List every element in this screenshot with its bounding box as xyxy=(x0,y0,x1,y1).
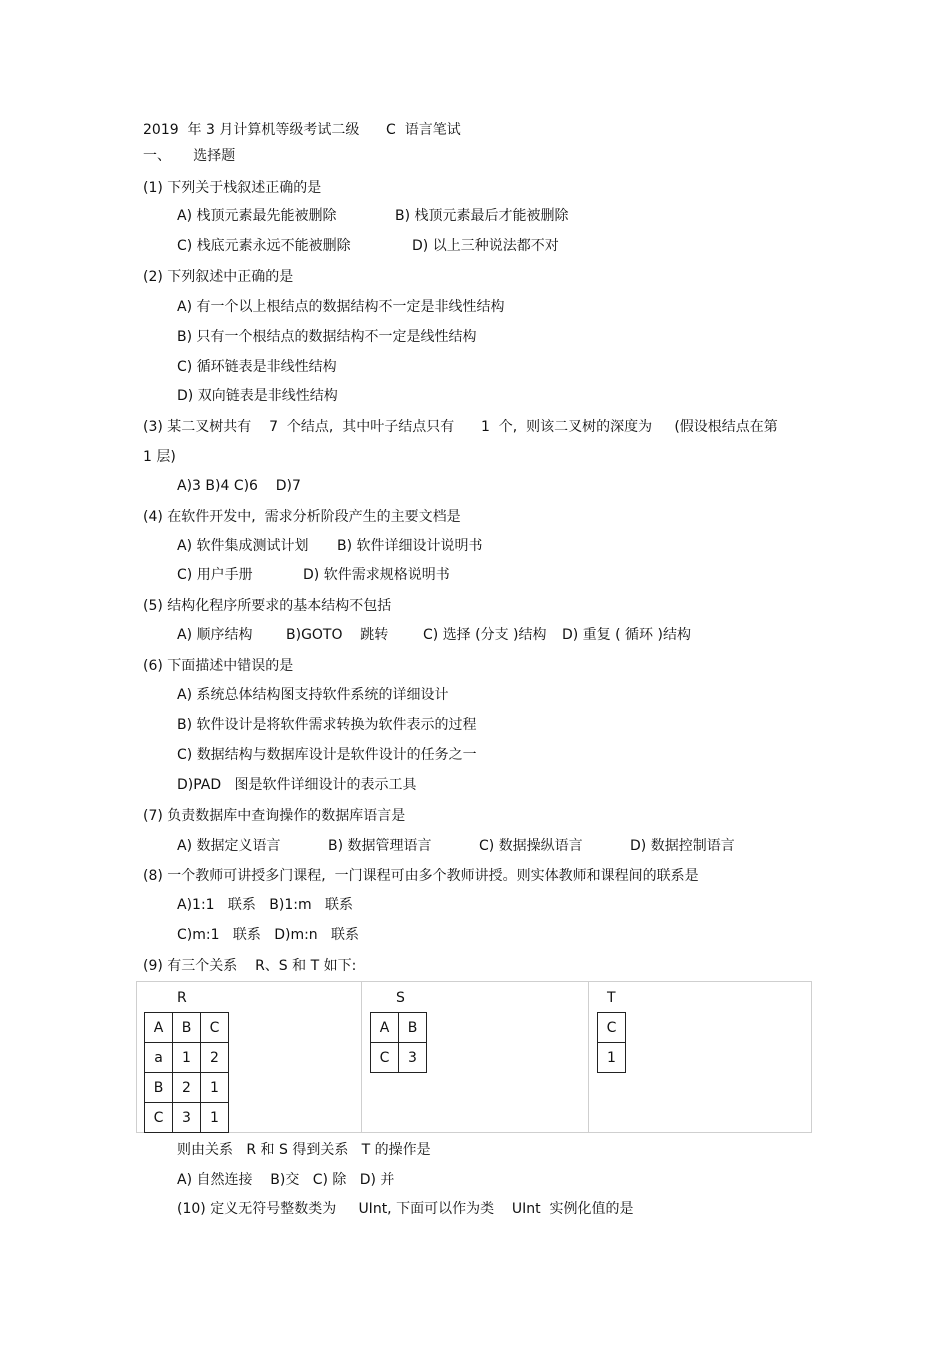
table-cell: 3 xyxy=(173,1103,201,1133)
question-6-option-d: D)PAD 图是软件详细设计的表示工具 xyxy=(177,777,417,793)
question-3-stem-continued: 1 层) xyxy=(143,449,176,465)
question-8-options-cd: C)m:1 联系 D)m:n 联系 xyxy=(177,927,360,943)
question-2-option-a: A) 有一个以上根结点的数据结构不一定是非线性结构 xyxy=(177,299,505,315)
question-9-stem: (9) 有三个关系 R、S 和 T 如下: xyxy=(143,958,357,974)
question-3-stem: (3) 某二叉树共有 7 个结点, 其中叶子结点只有 1 个, 则该二叉树的深度为 (假设根结点在第 xyxy=(143,419,778,435)
table-cell: C xyxy=(371,1043,399,1073)
question-6-option-a: A) 系统总体结构图支持软件系统的详细设计 xyxy=(177,687,449,703)
question-2-option-b: B) 只有一个根结点的数据结构不一定是线性结构 xyxy=(177,329,477,345)
question-5-stem: (5) 结构化程序所要求的基本结构不包括 xyxy=(143,598,392,614)
question-1-option-b: B) 栈顶元素最后才能被删除 xyxy=(395,208,569,224)
question-6-stem: (6) 下面描述中错误的是 xyxy=(143,658,294,674)
table-cell: B xyxy=(399,1013,427,1043)
table-row xyxy=(371,1013,427,1043)
question-4-option-a: A) 软件集成测试计划 xyxy=(177,538,309,554)
table-row xyxy=(598,1043,626,1073)
relation-t-table xyxy=(597,1012,626,1073)
table-cell: C xyxy=(598,1013,626,1043)
question-1-option-c: C) 栈底元素永远不能被删除 xyxy=(177,238,351,254)
question-7-option-d: D) 数据控制语言 xyxy=(630,838,735,854)
question-8-options-ab: A)1:1 联系 B)1:m 联系 xyxy=(177,897,353,913)
question-8-stem: (8) 一个教师可讲授多门课程, 一门课程可由多个教师讲授。则实体教师和课程间的联系是 xyxy=(143,868,699,884)
question-7-option-b: B) 数据管理语言 xyxy=(328,838,432,854)
table-row xyxy=(145,1013,229,1043)
question-1-stem: (1) 下列关于栈叙述正确的是 xyxy=(143,180,322,196)
relation-r-name: R xyxy=(177,990,187,1006)
question-2-option-c: C) 循环链表是非线性结构 xyxy=(177,359,337,375)
question-5-option-d: D) 重复 ( 循环 )结构 xyxy=(562,627,691,643)
question-4-stem: (4) 在软件开发中, 需求分析阶段产生的主要文档是 xyxy=(143,509,461,525)
relations-figure xyxy=(136,981,812,1133)
table-cell: C xyxy=(145,1103,173,1133)
table-cell: 1 xyxy=(201,1073,229,1103)
table-cell: 2 xyxy=(201,1043,229,1073)
table-cell: 3 xyxy=(399,1043,427,1073)
table-cell: 1 xyxy=(598,1043,626,1073)
table-cell: B xyxy=(173,1013,201,1043)
question-4-option-d: D) 软件需求规格说明书 xyxy=(303,567,450,583)
question-9-followup: 则由关系 R 和 S 得到关系 T 的操作是 xyxy=(177,1142,431,1158)
question-5-option-c: C) 选择 (分支 )结构 xyxy=(423,627,547,643)
question-6-option-c: C) 数据结构与数据库设计是软件设计的任务之一 xyxy=(177,747,477,763)
question-6-option-b: B) 软件设计是将软件需求转换为软件表示的过程 xyxy=(177,717,477,733)
page-title: 2019 年 3 月计算机等级考试二级 C 语言笔试 xyxy=(143,122,461,138)
figure-divider xyxy=(361,982,362,1132)
table-cell: 2 xyxy=(173,1073,201,1103)
question-4-option-b: B) 软件详细设计说明书 xyxy=(337,538,483,554)
table-cell: 1 xyxy=(173,1043,201,1073)
question-7-option-c: C) 数据操纵语言 xyxy=(479,838,583,854)
question-10-stem: (10) 定义无符号整数类为 UInt, 下面可以作为类 UInt 实例化值的是 xyxy=(177,1201,634,1217)
relation-r-table xyxy=(144,1012,229,1133)
table-cell: A xyxy=(371,1013,399,1043)
table-cell: 1 xyxy=(201,1103,229,1133)
question-1-option-a: A) 栈顶元素最先能被删除 xyxy=(177,208,337,224)
table-row xyxy=(145,1103,229,1133)
table-row xyxy=(598,1013,626,1043)
relation-s-name: S xyxy=(396,990,405,1006)
question-3-options: A)3 B)4 C)6 D)7 xyxy=(177,478,301,494)
question-5-option-b: B)GOTO 跳转 xyxy=(286,627,389,643)
table-row xyxy=(145,1073,229,1103)
table-cell: a xyxy=(145,1043,173,1073)
question-5-option-a: A) 顺序结构 xyxy=(177,627,253,643)
question-2-stem: (2) 下列叙述中正确的是 xyxy=(143,269,294,285)
question-1-option-d: D) 以上三种说法都不对 xyxy=(412,238,559,254)
table-row xyxy=(371,1043,427,1073)
question-7-stem: (7) 负责数据库中查询操作的数据库语言是 xyxy=(143,808,406,824)
figure-divider xyxy=(588,982,589,1132)
question-9-options: A) 自然连接 B)交 C) 除 D) 并 xyxy=(177,1172,395,1188)
relation-s-table xyxy=(370,1012,427,1073)
question-4-option-c: C) 用户手册 xyxy=(177,567,253,583)
table-cell: B xyxy=(145,1073,173,1103)
table-row xyxy=(145,1043,229,1073)
relation-t-name: T xyxy=(607,990,616,1006)
section-heading: 一、 选择题 xyxy=(143,148,236,164)
table-cell: A xyxy=(145,1013,173,1043)
table-cell: C xyxy=(201,1013,229,1043)
question-7-option-a: A) 数据定义语言 xyxy=(177,838,281,854)
question-2-option-d: D) 双向链表是非线性结构 xyxy=(177,388,338,404)
